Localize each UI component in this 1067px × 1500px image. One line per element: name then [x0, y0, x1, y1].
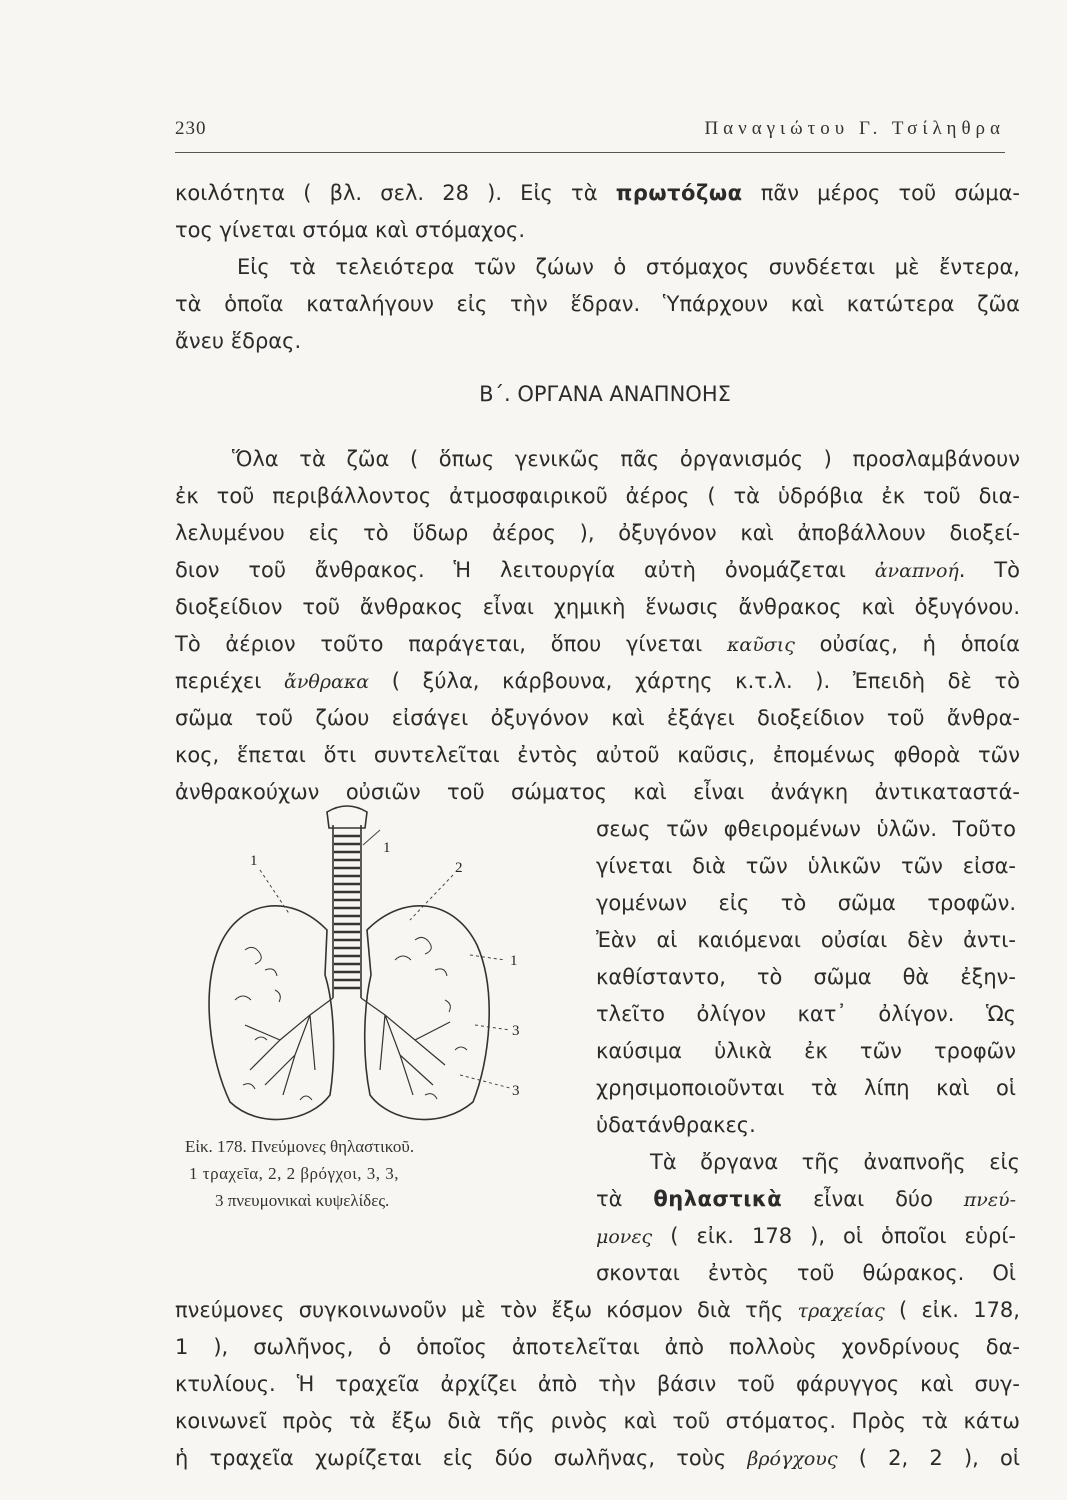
page-header: [175, 112, 1005, 153]
right-lung: [361, 906, 489, 1120]
text-line: τλεῖτο ὀλίγον κατ᾽ ὀλίγον. Ὡς: [596, 1002, 1016, 1026]
running-title: Παναγιώτου Γ. Τσίληθρα: [704, 118, 1005, 139]
section-heading: Β΄. ΟΡΓΑΝΑ ΑΝΑΠΝΟΗΣ: [479, 382, 731, 406]
text-line: Τὰ ὄργανα τῆς ἀναπνοῆς εἰς: [650, 1150, 1020, 1174]
text-line: γομένων εἰς τὸ σῶμα τροφῶν.: [596, 891, 1016, 915]
figure-label: 1: [510, 953, 518, 969]
left-lung: [209, 906, 334, 1120]
text-line: κος, ἕπεται ὅτι συντελεῖται ἐντὸς αὐτοῦ καῦσις, ἐπομένως φθορὰ τῶν: [175, 743, 1020, 767]
text-line: πνεύμονες συγκοινωνοῦν μὲ τὸν ἔξω κόσμον διὰ τῆς τραχείας ( εἰκ. 178,: [175, 1298, 1020, 1322]
figure-leader-lines: [260, 870, 510, 1088]
caption-line: Εἰκ. 178. Πνεύμονες θηλαστικοῦ.: [185, 1137, 415, 1156]
text-line: γίνεται διὰ τῶν ὑλικῶν τῶν εἰσα-: [596, 854, 1016, 878]
text-line: Τὸ ἀέριον τοῦτο παράγεται, ὅπου γίνεται καῦσις οὐσίας, ἡ ὁποία: [175, 632, 1020, 656]
text-line: λελυμένου εἰς τὸ ὕδωρ ἀέρος ), ὀξυγόνον καὶ ἀποβάλλουν διοξεί-: [175, 521, 1020, 545]
text-line: σῶμα τοῦ ζώου εἰσάγει ὀξυγόνον καὶ ἐξάγει διοξείδιον τοῦ ἄνθρα-: [175, 706, 1020, 730]
lungs-figure: [185, 800, 570, 1135]
text-line: ἀνθρακούχων οὐσιῶν τοῦ σώματος καὶ εἶναι ἀνάγκη ἀντικαταστά-: [175, 780, 1020, 804]
text-line: μονες ( εἰκ. 178 ), οἱ ὁποῖοι εὑρί-: [596, 1224, 1016, 1248]
trachea: [327, 806, 367, 998]
text-line: 1 ), σωλῆνος, ὁ ὁποῖος ἀποτελεῖται ἀπὸ πολλοὺς χονδρίνους δα-: [175, 1335, 1020, 1359]
text-line: ἄνευ ἕδρας.: [175, 329, 302, 353]
text-line: καύσιμα ὑλικὰ ἐκ τῶν τροφῶν: [596, 1039, 1016, 1063]
text-line: σκονται ἐντὸς τοῦ θώρακος. Οἱ: [596, 1261, 1016, 1285]
text-line: τὰ θηλαστικὰ εἶναι δύο πνεύ-: [596, 1187, 1016, 1211]
figure-label: 3: [512, 1083, 520, 1099]
figure-label: 2: [455, 860, 463, 876]
text-line: τος γίνεται στόμα καὶ στόμαχος.: [175, 218, 526, 242]
figure-label: 1: [250, 853, 258, 869]
text-line: κοινωνεῖ πρὸς τὰ ἔξω διὰ τῆς ρινὸς καὶ τοῦ στόματος. Πρὸς τὰ κάτω: [175, 1409, 1020, 1433]
text-line: τὰ ὁποῖα καταλήγουν εἰς τὴν ἕδραν. Ὑπάρχουν καὶ κατώτερα ζῶα: [175, 292, 1020, 316]
page-number: 230: [175, 118, 207, 139]
text-line: περιέχει ἄνθρακα ( ξύλα, κάρβουνα, χάρτης κ.τ.λ. ). Ἐπειδὴ δὲ τὸ: [175, 669, 1021, 693]
text-line: Εἰς τὰ τελειότερα τῶν ζώων ὁ στόμαχος συνδέεται μὲ ἔντερα,: [237, 255, 1020, 279]
text-line: Ἐὰν αἱ καιόμεναι οὐσίαι δὲν ἀντι-: [596, 928, 1016, 952]
text-line: ἡ τραχεῖα χωρίζεται εἰς δύο σωλῆνας, τοὺς βρόγχους ( 2, 2 ), οἱ: [175, 1446, 1020, 1470]
text-line: καθίσταντο, τὸ σῶμα θὰ ἐξην-: [596, 965, 1016, 989]
caption-line: 1 τραχεῖα, 2, 2 βρόγχοι, 3, 3,: [189, 1164, 400, 1183]
text-line: διον τοῦ ἄνθρακος. Ἡ λειτουργία αὐτὴ ὀνομάζεται ἀναπνοή. Τὸ: [175, 558, 1020, 582]
text-line: κτυλίους. Ἡ τραχεῖα ἀρχίζει ἀπὸ τὴν βάσιν τοῦ φάρυγγος καὶ συγ-: [175, 1372, 1020, 1396]
text-line: ὑδατάνθρακες.: [596, 1113, 756, 1137]
figure-caption: [175, 1133, 575, 1214]
text-line: Ὅλα τὰ ζῶα ( ὅπως γενικῶς πᾶς ὀργανισμός ) προσλαμβάνουν: [232, 447, 1020, 471]
text-line: διοξείδιον τοῦ ἄνθρακος εἶναι χημικὴ ἕνωσις ἄνθρακος καὶ ὀξυγόνου.: [175, 595, 1020, 619]
text-line: χρησιμοποιοῦνται τὰ λίπη καὶ οἱ: [596, 1076, 1016, 1100]
text-line: κοιλότητα ( βλ. σελ. 28 ). Εἰς τὰ πρωτόζωα πᾶν μέρος τοῦ σώμα-: [175, 181, 1020, 205]
text-line: ἐκ τοῦ περιβάλλοντος ἀτμοσφαιρικοῦ ἀέρος ( τὰ ὑδρόβια ἐκ τοῦ δια-: [175, 484, 1020, 508]
figure-label: 1: [383, 840, 391, 856]
text-line: σεως τῶν φθειρομένων ὑλῶν. Τοῦτο: [596, 817, 1016, 841]
caption-line: 3 πνευμονικαὶ κυψελίδες.: [215, 1191, 390, 1210]
figure-label: 3: [512, 1023, 520, 1039]
